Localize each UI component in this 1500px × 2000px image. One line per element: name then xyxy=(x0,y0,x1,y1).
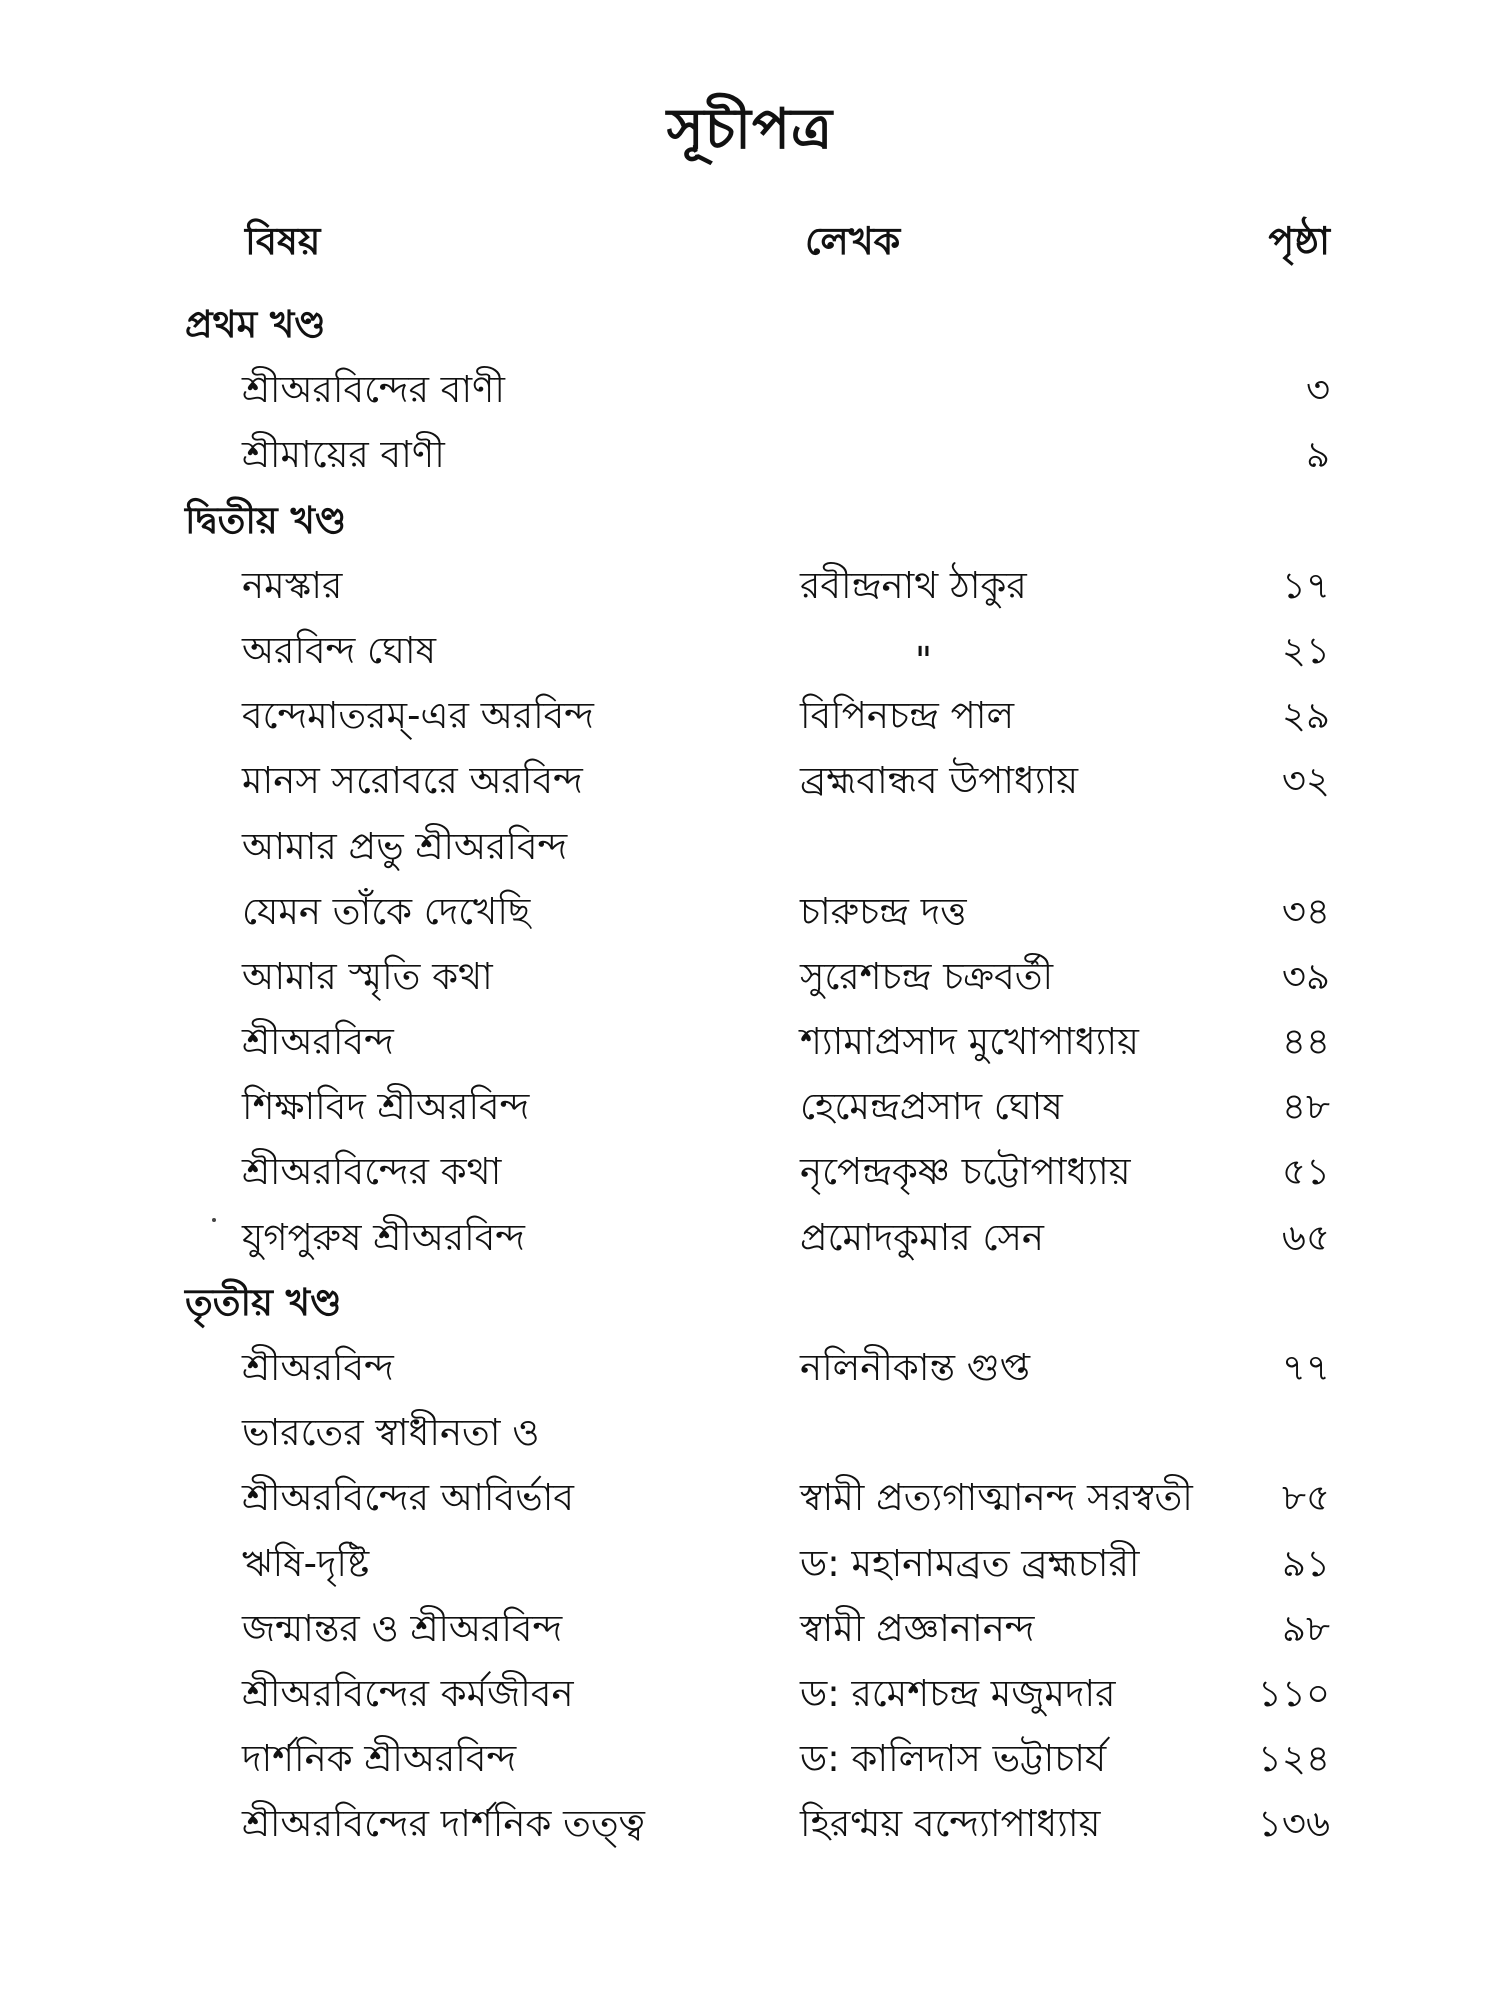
entry-subject: নমস্কার xyxy=(242,563,343,607)
section-title: প্রথম খণ্ড xyxy=(185,303,326,346)
header-subject: বিষয় xyxy=(245,219,321,263)
entry-author: নৃপেন্দ্রকৃষ্ণ চট্টোপাধ্যায় xyxy=(800,1150,1131,1194)
entry-page-number: ৯ xyxy=(1305,433,1330,477)
entry-subject: আমার স্মৃতি কথা xyxy=(242,954,493,998)
entry-page-number: ৩৪ xyxy=(1281,889,1330,933)
entry-page-number: ১৩৬ xyxy=(1257,1802,1330,1846)
header-author: লেখক xyxy=(805,219,901,263)
section-title: দ্বিতীয় খণ্ড xyxy=(185,498,347,542)
contents-entry-row xyxy=(0,357,1500,422)
entry-author: নলিনীকান্ত গুপ্ত xyxy=(800,1346,1031,1389)
contents-entry-row xyxy=(0,618,1500,683)
contents-list xyxy=(0,292,1500,1857)
entry-author: প্রমোদকুমার সেন xyxy=(800,1215,1045,1259)
print-speck xyxy=(212,1218,216,1222)
section-heading-row xyxy=(0,1270,1500,1335)
entry-page-number: ৪৮ xyxy=(1281,1085,1330,1129)
contents-entry-row xyxy=(0,1531,1500,1596)
contents-entry-row xyxy=(0,1139,1500,1204)
entry-author: স্বামী প্রত্যগাত্মানন্দ সরস্বতী xyxy=(800,1476,1193,1520)
entry-subject: শ্রীঅরবিন্দের বাণী xyxy=(242,368,506,412)
entry-subject: দার্শনিক শ্রীঅরবিন্দ xyxy=(242,1737,517,1781)
entry-subject: মানস সরোবরে অরবিন্দ xyxy=(242,759,583,803)
entry-page-number: ২৯ xyxy=(1281,694,1330,738)
contents-entry-row xyxy=(0,879,1500,944)
contents-entry-row xyxy=(0,748,1500,813)
entry-author: রবীন্দ্রনাথ ঠাকুর xyxy=(800,563,1027,607)
header-page: পৃষ্ঠা xyxy=(1268,219,1330,263)
contents-entry-row xyxy=(0,1335,1500,1400)
contents-entry-row xyxy=(0,1791,1500,1856)
entry-author: স্বামী প্রজ্ঞানানন্দ xyxy=(800,1606,1035,1650)
contents-entry-row xyxy=(0,1205,1500,1270)
entry-subject: ঋষি-দৃষ্টি xyxy=(242,1541,370,1585)
contents-entry-row xyxy=(0,1465,1500,1530)
entry-page-number: ৮৫ xyxy=(1281,1476,1330,1520)
entry-subject: অরবিন্দ ঘোষ xyxy=(242,628,437,672)
entry-author: ড: রমেশচন্দ্র মজুমদার xyxy=(800,1671,1116,1715)
contents-entry-row xyxy=(0,1400,1500,1465)
section-heading-row xyxy=(0,292,1500,357)
contents-entry-row xyxy=(0,944,1500,1009)
entry-subject: আমার প্রভু শ্রীঅরবিন্দ xyxy=(242,824,568,868)
contents-entry-row xyxy=(0,1661,1500,1726)
contents-entry-row xyxy=(0,1596,1500,1661)
entry-subject: বন্দেমাতরম্-এর অরবিন্দ xyxy=(242,694,594,738)
entry-author: ব্রহ্মবান্ধব উপাধ্যায় xyxy=(800,759,1079,803)
entry-subject: যুগপুরুষ শ্রীঅরবিন্দ xyxy=(242,1215,525,1259)
entry-subject: শ্রীঅরবিন্দের কর্মজীবন xyxy=(242,1671,574,1715)
entry-author: চারুচন্দ্র দত্ত xyxy=(800,889,967,933)
contents-entry-row xyxy=(0,422,1500,487)
entry-page-number: ৯৮ xyxy=(1281,1606,1330,1650)
entry-subject: শ্রীঅরবিন্দের দার্শনিক তত্ত্ব xyxy=(242,1802,645,1846)
entry-author: " xyxy=(915,638,933,682)
entry-page-number: ৫১ xyxy=(1281,1150,1330,1194)
contents-entry-row xyxy=(0,683,1500,748)
entry-subject: শ্রীমায়ের বাণী xyxy=(242,433,445,477)
entry-author: হিরণ্ময় বন্দ্যোপাধ্যায় xyxy=(800,1802,1101,1846)
entry-author: হেমেন্দ্রপ্রসাদ ঘোষ xyxy=(800,1085,1063,1129)
entry-page-number: ১১০ xyxy=(1257,1671,1330,1715)
entry-subject: শ্রীঅরবিন্দ xyxy=(242,1346,394,1389)
entry-subject: ভারতের স্বাধীনতা ও xyxy=(242,1411,540,1455)
entry-page-number: ৯১ xyxy=(1281,1541,1330,1585)
contents-entry-row xyxy=(0,1009,1500,1074)
entry-subject: শ্রীঅরবিন্দ xyxy=(242,1020,394,1064)
entry-page-number: ১৭ xyxy=(1281,563,1330,607)
contents-entry-row xyxy=(0,1074,1500,1139)
entry-author: বিপিনচন্দ্র পাল xyxy=(800,694,1015,738)
entry-author: ড: মহানামব্রত ব্রহ্মচারী xyxy=(800,1541,1140,1585)
contents-entry-row xyxy=(0,553,1500,618)
section-heading-row xyxy=(0,488,1500,553)
entry-subject: শিক্ষাবিদ শ্রীঅরবিন্দ xyxy=(242,1085,530,1129)
entry-page-number: ৩২ xyxy=(1281,759,1330,803)
entry-author: ড: কালিদাস ভট্টাচার্য xyxy=(800,1737,1107,1781)
entry-subject: শ্রীঅরবিন্দের কথা xyxy=(242,1150,502,1194)
entry-page-number: ১২৪ xyxy=(1257,1737,1330,1781)
entry-page-number: ৪৪ xyxy=(1281,1020,1330,1064)
entry-page-number: ৩৯ xyxy=(1281,954,1330,998)
entry-page-number: ২১ xyxy=(1281,628,1330,672)
contents-entry-row xyxy=(0,1726,1500,1791)
contents-entry-row xyxy=(0,814,1500,879)
entry-subject: যেমন তাঁকে দেখেছি xyxy=(242,889,531,933)
entry-author: সুরেশচন্দ্র চক্রবর্তী xyxy=(800,954,1054,998)
contents-header xyxy=(0,212,1500,276)
entry-subject: জন্মান্তর ও শ্রীঅরবিন্দ xyxy=(242,1606,563,1650)
section-title: তৃতীয় খণ্ড xyxy=(185,1280,342,1324)
page-title: সূচীপত্র xyxy=(666,97,834,162)
entry-page-number: ৭৭ xyxy=(1281,1346,1330,1389)
entry-author: শ্যামাপ্রসাদ মুখোপাধ্যায় xyxy=(800,1020,1139,1064)
entry-page-number: ৬৫ xyxy=(1281,1215,1330,1259)
entry-page-number: ৩ xyxy=(1305,368,1330,412)
entry-subject: শ্রীঅরবিন্দের আবির্ভাব xyxy=(242,1476,574,1520)
